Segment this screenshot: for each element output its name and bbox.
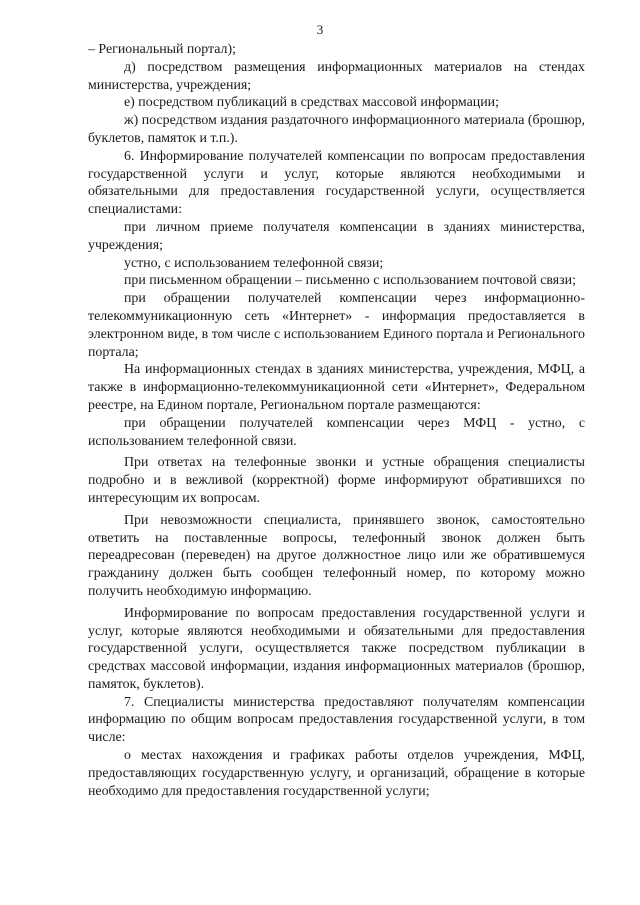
paragraph-item-d: д) посредством размещения информационных материалов на стендах министерства, учреждения;	[88, 59, 585, 93]
paragraph-item-zh: ж) посредством издания раздаточного информационного материала (брошюр, буклетов, памяток и т.п.).	[88, 113, 585, 146]
paragraph-continuation: – Региональный портал);	[88, 42, 236, 57]
document-body	[88, 41, 585, 800]
paragraph-call-redirect: При невозможности специалиста, принявшего звонок, самостоятельно ответить на поставленные вопросы, телефонный звонок должен быть переадресован (переведен) на другое должностное лицо или же обратившемуся гражданину должен быть сообщен телефонный номер, по которому можно получить необходимую информацию.	[88, 512, 585, 599]
paragraph-item-e: е) посредством публикаций в средствах массовой информации;	[124, 95, 499, 111]
paragraph-phone: устно, с использованием телефонной связи;	[124, 255, 384, 271]
paragraph-info-stands: На информационных стендах в зданиях министерства, учреждения, МФЦ, а также в информационно-телекоммуникационной сети «Интернет», Федеральном реестре, на Едином портале, Региональном портале размещаются:	[88, 362, 585, 413]
paragraph-phone-answers: При ответах на телефонные звонки и устные обращения специалисты подробно и в вежливой (корректной) форме информируют обратившихся по интересующим их вопросам.	[88, 455, 585, 506]
page-number: 3	[316, 22, 324, 37]
paragraph-personal-reception: при личном приеме получателя компенсации в зданиях министерства, учреждения;	[88, 219, 585, 253]
paragraph-written: при письменном обращении – письменно с использованием почтовой связи;	[124, 273, 576, 289]
paragraph-internet: при обращении получателей компенсации через информационно-телекоммуникационную сеть «Интернет» - информация предоставляется в электронном виде, в том числе с использованием Единого портала и Регионального портала;	[88, 291, 585, 360]
paragraph-section-7: 7. Специалисты министерства предоставляют получателям компенсации информацию по общим вопросам предоставления государственной услуги, в том числе:	[88, 694, 585, 746]
paragraph-media-info: Информирование по вопросам предоставления государственной услуги и услуг, которые являются необходимыми и обязательными для предоставления государственной услуги, осуществляется также посредством публикации в средствах массовой информации, издания информационных материалов (брошюр, памяток, буклетов).	[88, 605, 585, 692]
paragraph-locations: о местах нахождения и графиках работы отделов учреждения, МФЦ, предоставляющих государственную услугу, и организаций, обращение в которые необходимо для предоставления государственной услуги;	[88, 748, 585, 799]
paragraph-section-6: 6. Информирование получателей компенсации по вопросам предоставления государственной услуги и услуг, которые являются необходимыми и обязательными для предоставления государственной услуги, осуществляется специалистами:	[88, 148, 585, 218]
paragraph-mfc: при обращении получателей компенсации через МФЦ - устно, с использованием телефонной связи.	[88, 415, 585, 449]
